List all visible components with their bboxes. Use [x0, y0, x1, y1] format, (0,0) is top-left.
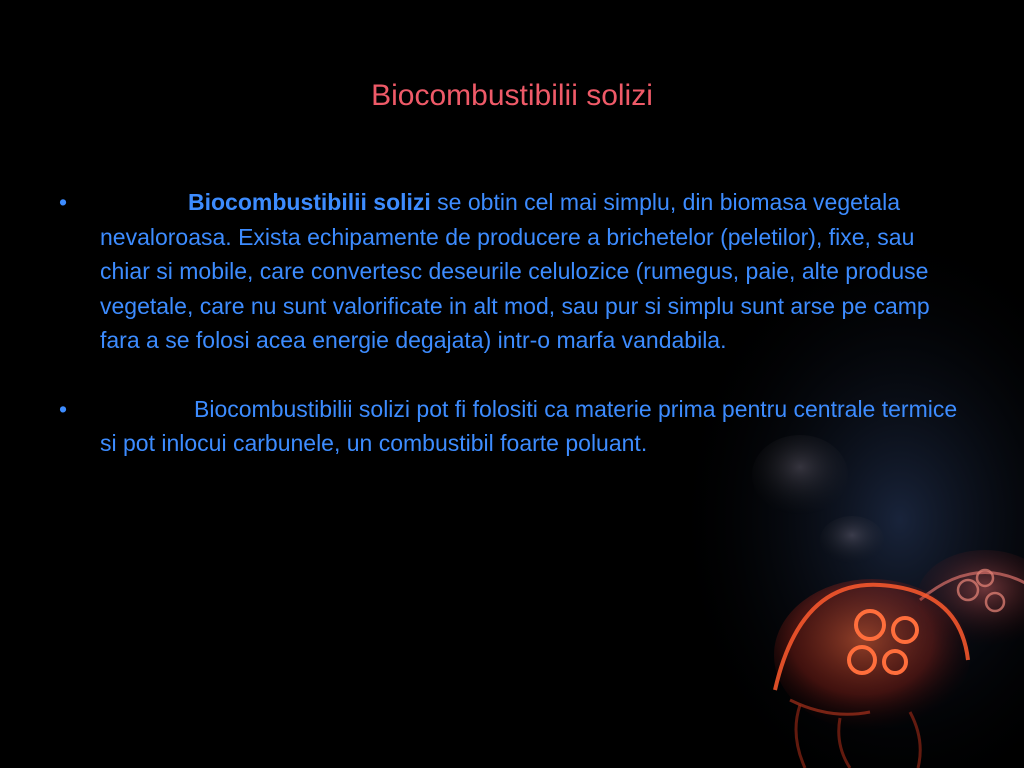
bullet-text: se obtin cel mai simplu, din biomasa vegetala nevaloroasa. Exista echipamente de producere a brichetelor (peletilor), fixe, sau chiar si mobile, care convertesc deseurile celulozice (rumegus, paie, alte produse vegetale, care nu sunt valorificate in alt mod, sau pur si simplu sunt arse pe camp fara a se folosi acea energie degajata) intr-o marfa vandabila. — [100, 189, 930, 353]
bullet-text: Biocombustibilii solizi pot fi folositi ca materie prima pentru centrale termice si pot inlocui carbunele, un combustibil foarte poluant. — [100, 395, 958, 456]
bullet-list — [56, 185, 966, 495]
bullet-marker: • — [59, 395, 68, 422]
bullet-item — [56, 185, 966, 358]
slide-title: Biocombustibilii solizi — [371, 79, 653, 112]
bullet-marker: • — [59, 189, 68, 215]
bullet-item — [56, 392, 966, 461]
bullet-bold-lead: Biocombustibilii solizi — [188, 189, 431, 215]
